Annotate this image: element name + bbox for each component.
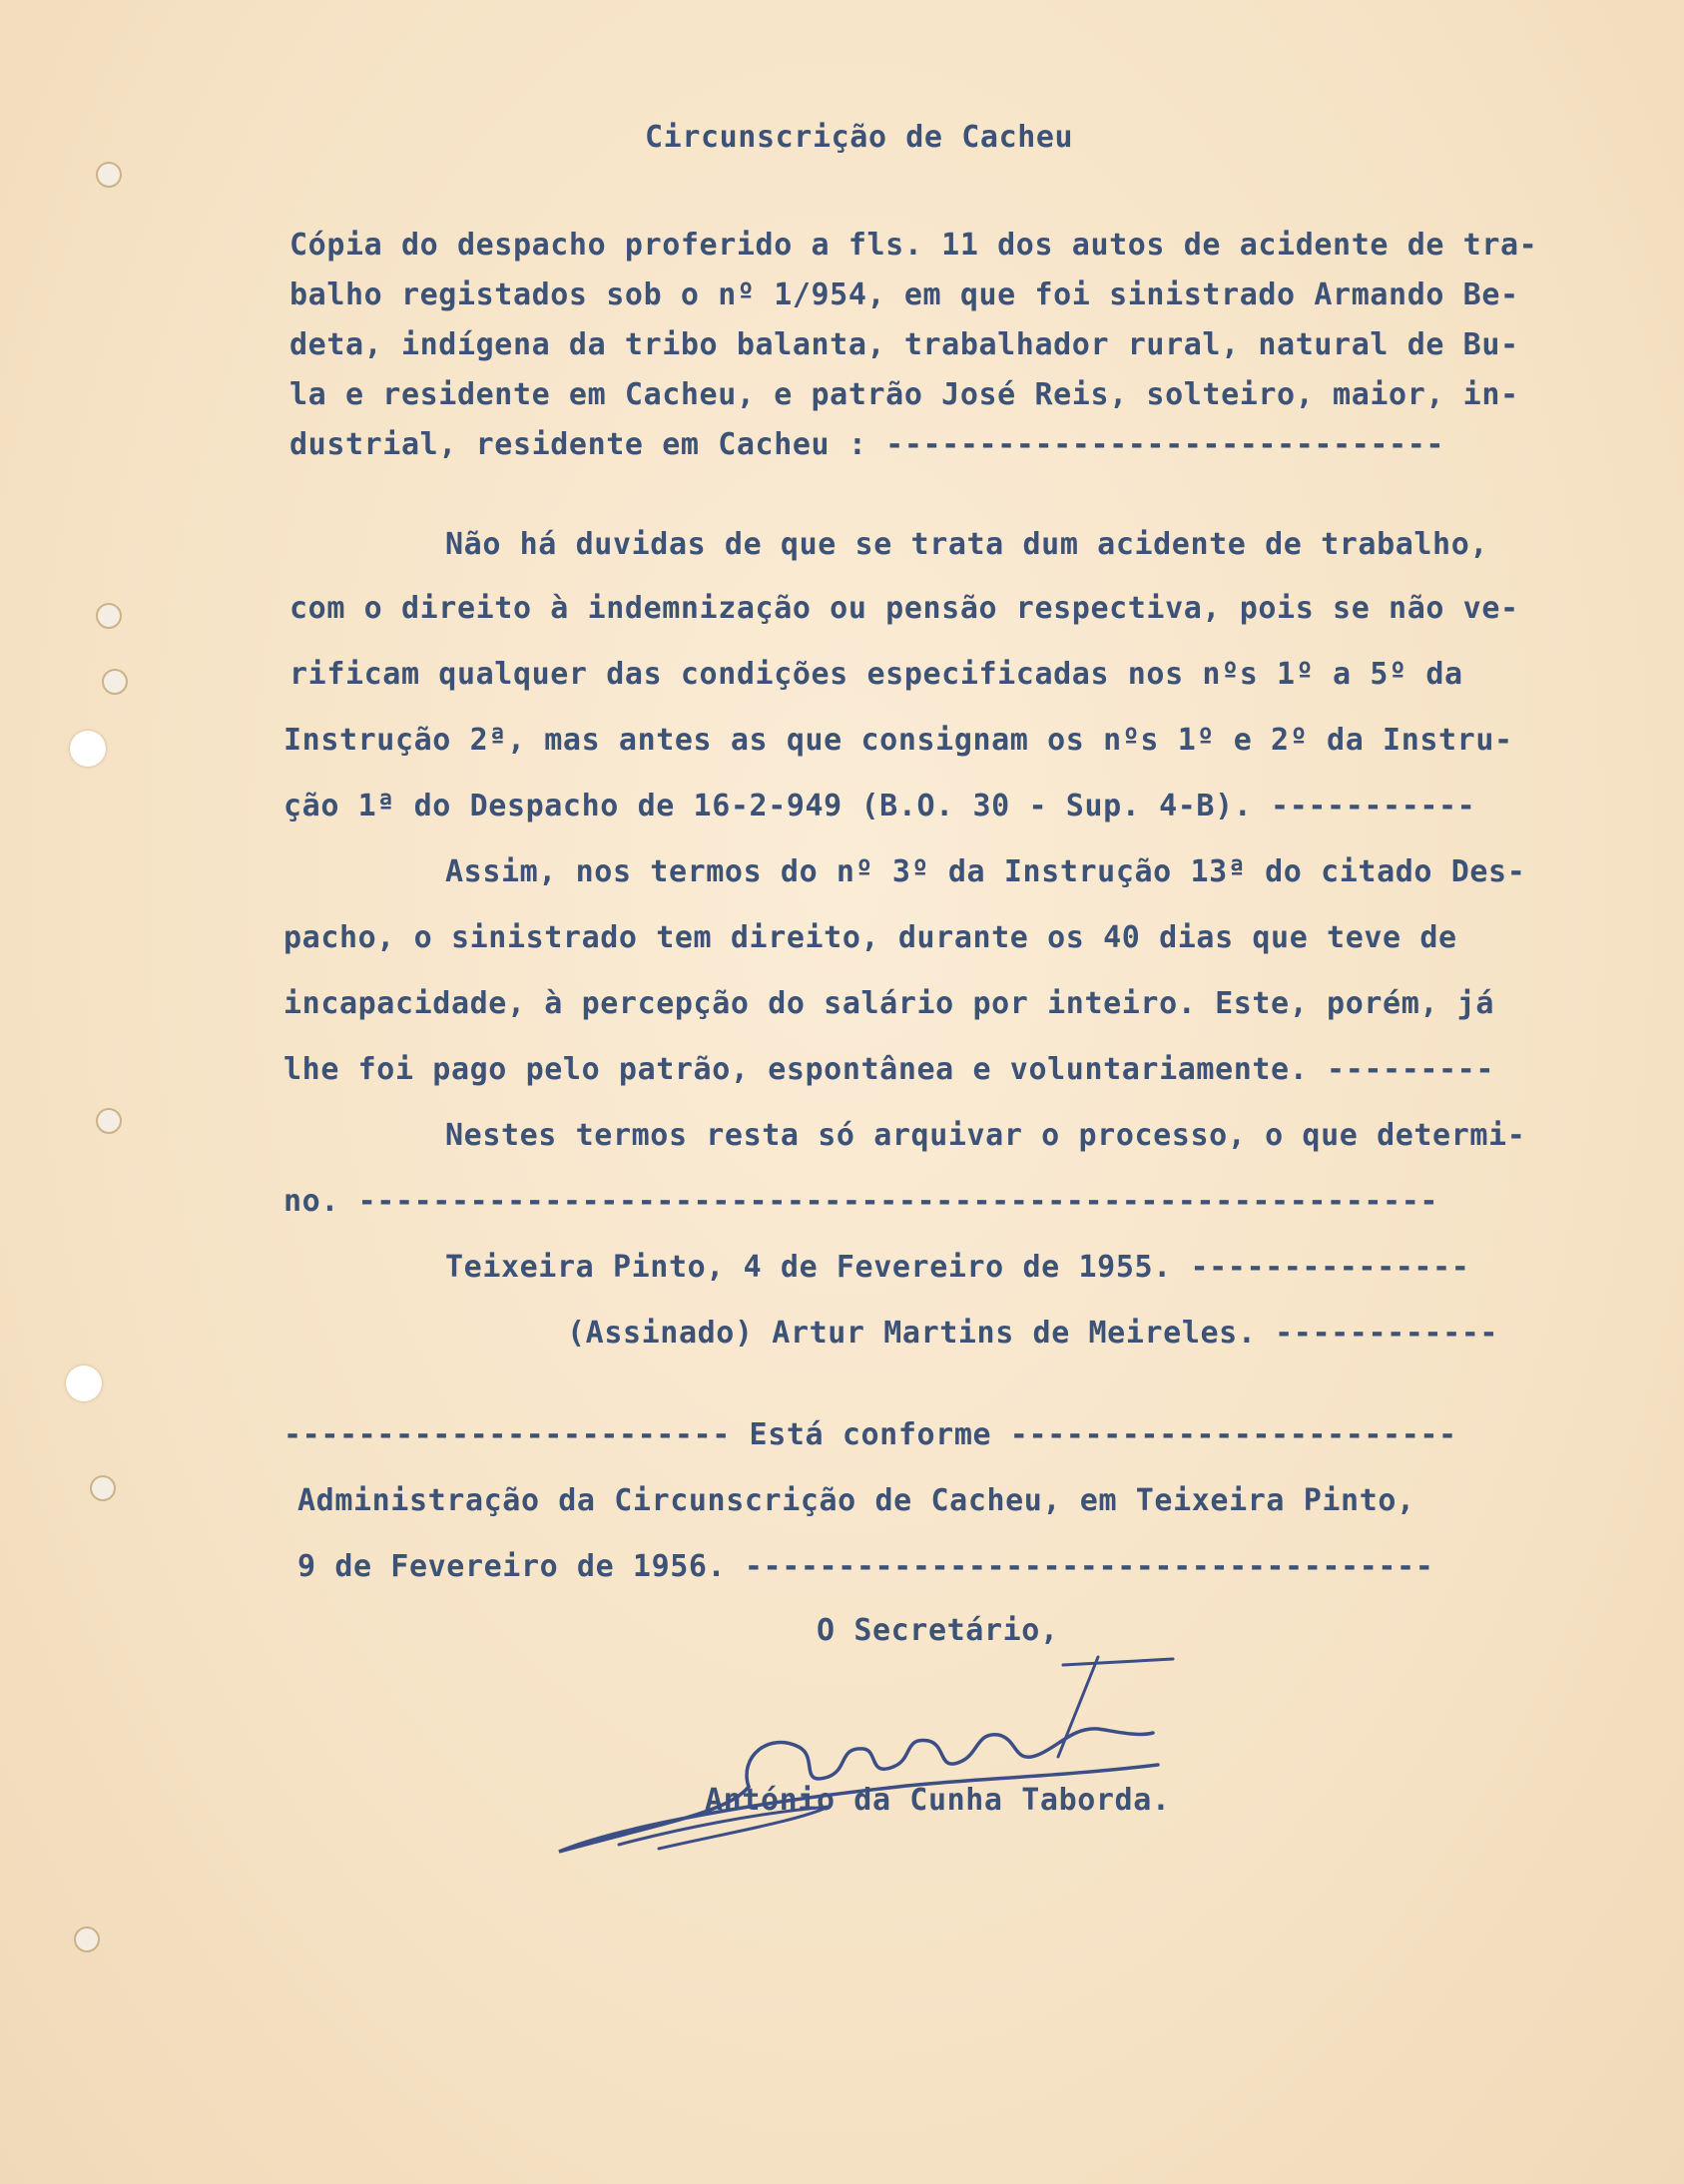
text-line: com o direito à indemnização ou pensão respectiva, pois se não ve- xyxy=(289,591,1519,626)
text-line: incapacidade, à percepção do salário por inteiro. Este, porém, já xyxy=(283,986,1494,1021)
binding-mark xyxy=(90,1475,116,1501)
date-line: 9 de Fevereiro de 1956. ------------------------------------- xyxy=(297,1549,1434,1584)
text-line: no. ---------------------------------------------------------- xyxy=(283,1184,1439,1219)
text-line: Administração da Circunscrição de Cacheu, em Teixeira Pinto, xyxy=(297,1483,1415,1518)
document-title: Circunscrição de Cacheu xyxy=(645,120,1074,155)
conformity-line: ------------------------ Está conforme ------------------------ xyxy=(283,1417,1457,1452)
text-line: Instrução 2ª, mas antes as que consignam os nºs 1º e 2º da Instru- xyxy=(283,723,1513,758)
handwritten-signature xyxy=(499,1637,1198,1877)
punch-hole xyxy=(66,1365,102,1401)
text-line: Não há duvidas de que se trata dum acidente de trabalho, xyxy=(445,527,1489,562)
binding-mark xyxy=(96,162,122,188)
punch-hole xyxy=(70,731,106,767)
secretary-name: António da Cunha Taborda. xyxy=(705,1783,1171,1818)
binding-mark xyxy=(96,603,122,629)
text-line: balho registados sob o nº 1/954, em que foi sinistrado Armando Be- xyxy=(289,277,1519,312)
binding-mark xyxy=(74,1926,100,1952)
text-line: Cópia do despacho proferido a fls. 11 dos autos de acidente de tra- xyxy=(289,228,1538,263)
binding-mark xyxy=(96,1108,122,1134)
secretary-title: O Secretário, xyxy=(817,1613,1059,1648)
signed-by-line: (Assinado) Artur Martins de Meireles. ------------ xyxy=(567,1316,1499,1351)
binding-mark xyxy=(102,669,128,695)
date-line: Teixeira Pinto, 4 de Fevereiro de 1955. --------------- xyxy=(445,1250,1470,1285)
text-line: la e residente em Cacheu, e patrão José Reis, solteiro, maior, in- xyxy=(289,377,1519,412)
text-line: Nestes termos resta só arquivar o processo, o que determi- xyxy=(445,1118,1526,1153)
text-line: Assim, nos termos do nº 3º da Instrução 13ª do citado Des- xyxy=(445,854,1526,889)
text-line: dustrial, residente em Cacheu : ------------------------------ xyxy=(289,427,1445,462)
text-line: lhe foi pago pelo patrão, espontânea e voluntariamente. --------- xyxy=(283,1052,1494,1087)
text-line: rificam qualquer das condições especificadas nos nºs 1º a 5º da xyxy=(289,657,1463,692)
text-line: pacho, o sinistrado tem direito, durante os 40 dias que teve de xyxy=(283,920,1457,955)
text-line: deta, indígena da tribo balanta, trabalhador rural, natural de Bu- xyxy=(289,327,1519,362)
text-line: ção 1ª do Despacho de 16-2-949 (B.O. 30 - Sup. 4-B). ----------- xyxy=(283,789,1476,823)
